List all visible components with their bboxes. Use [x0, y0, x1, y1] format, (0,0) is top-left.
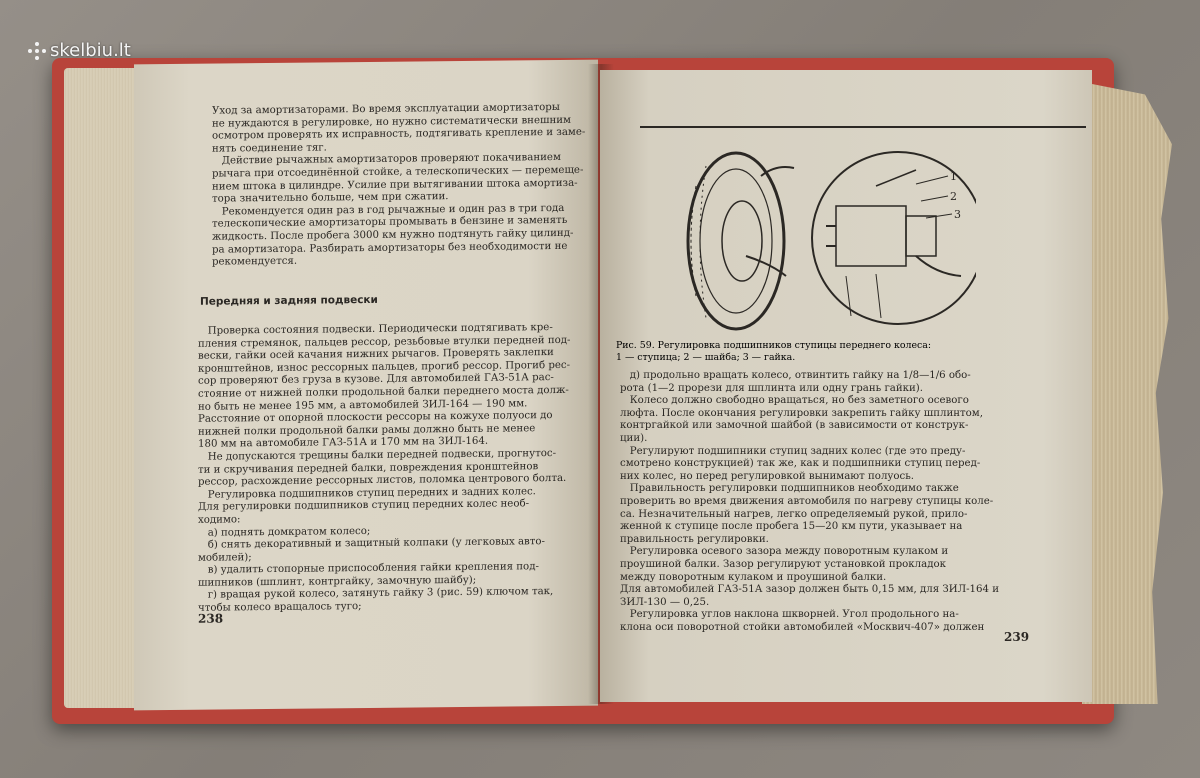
figure-label-1: 1	[950, 170, 957, 183]
wheel-hub-illustration	[676, 146, 976, 336]
figure-label-2: 2	[950, 190, 957, 203]
watermark-text: skelbiu.lt	[50, 40, 131, 61]
watermark-logo-icon	[28, 42, 46, 60]
site-watermark	[28, 40, 131, 61]
left-page-edges	[64, 68, 144, 708]
section-heading: Передняя и задняя подвески	[200, 293, 378, 308]
page-number-right: 239	[1004, 630, 1030, 644]
page-number-left: 238	[198, 611, 224, 626]
figure-label-3: 3	[954, 208, 961, 221]
tire-drawing	[688, 153, 794, 329]
bearing-adjustment-text: д) продольно вращать колесо, отвинтить гайку на 1/8—1/6 обо- рота (1—2 прорези для шплинта или одну грань гайки). Колесо должно свободно вращаться, но без заметного осевого люфта. После окончания регулировки закрепить гайку шплинтом, контргайкой или замочной шайбой (в зависимости от конструк- ции). Регулируют подшипники ступиц задних колес (где это преду- смотрено конструкцией) так же, как и подшипники ступиц перед- них колес, но перед регулировкой вынимают полуось. Правильность регулировки подшипников необходимо также проверить во время движения автомобиля по нагреву ступицы коле- са. Незначительный нагрев, легко определяемый рукой, прило- женной к ступице после пробега 15—20 км пути, указывает на правильность регулировки. Регулировка осевого зазора между поворотным кулаком и проушиной балки. Зазор регулируют установкой прокладок между поворотным кулаком и проушиной балки. Для автомобилей ГАЗ-51А зазор должен быть 0,15 мм, для ЗИЛ-164 и ЗИЛ-130 — 0,25. Регулировка углов наклона шкворней. Угол продольного на- клона оси поворотной стойки автомобилей «Москвич-407» должен	[620, 370, 1000, 633]
header-rule	[640, 126, 1086, 128]
figure-caption: Рис. 59. Регулировка подшипников ступицы переднего колеса: 1 — ступица; 2 — шайба; 3 — гайка.	[616, 340, 932, 363]
left-page	[134, 60, 598, 711]
amortizer-section-text: Уход за амортизаторами. Во время эксплуатации амортизаторы не нуждаются в регулировке, но нужно систематически внешним осмотром проверять их исправность, подтягивать крепление и заме- нять соединение тяг. Действие рычажных амортизаторов проверяют покачиванием рычага при отсоединённой стойке, а телескопических — перемеще- нием штока в цилиндре. Усилие при вытягивании штока амортиза- тора значительно больше, чем при сжатии. Рекомендуется один раз в год рычажные и один раз в три года телескопические амортизаторы промывать в бензине и заменять жидкость. После пробега 3000 км нужно подтянуть гайку цилинд- ра амортизатора. Разбирать амортизаторы без необходимости не рекомендуется.	[212, 101, 586, 268]
suspension-check-text: Проверка состояния подвески. Периодически подтягивать кре- пления стремянок, пальцев рессор, резьбовые втулки передней под- вески, гайки осей качания нижних рычагов. Проверять заклепки кронштейнов, износ рессорных пальцев, прогиб рессор. Прогиб рес- сор проверяют без груза в кузове. Для автомобилей ГАЗ-51А рас- стояние от нижней полки продольной балки переднего моста долж- но быть не менее 195 мм, а автомобилей ЗИЛ-164 — 190 мм. Расстояние от опорной плоскости рессоры на кожухе полуоси до нижней полки продольной балки рамы должно быть не менее 180 мм на автомобиле ГАЗ-51А и 170 мм на ЗИЛ-164. Не допускаются трещины балки передней подвески, прогнутос- ти и скручивания передней балки, повреждения кронштейнов рессор, расхождение рессорных листов, поломка центрового болта. Регулировка подшипников ступиц передних и задних колес. Для регулировки подшипников ступиц передних колес необ- ходимо: а) поднять домкратом колесо; б) снять декоративный и защитный колпаки (у легковых авто- мобилей); в) удалить стопорные приспособления гайки крепления под- шипников (шплинт, контргайку, замочную шайбу); г) вращая рукой колесо, затянуть гайку 3 (рис. 59) ключом так, чтобы колесо вращалось туго;	[198, 322, 571, 614]
